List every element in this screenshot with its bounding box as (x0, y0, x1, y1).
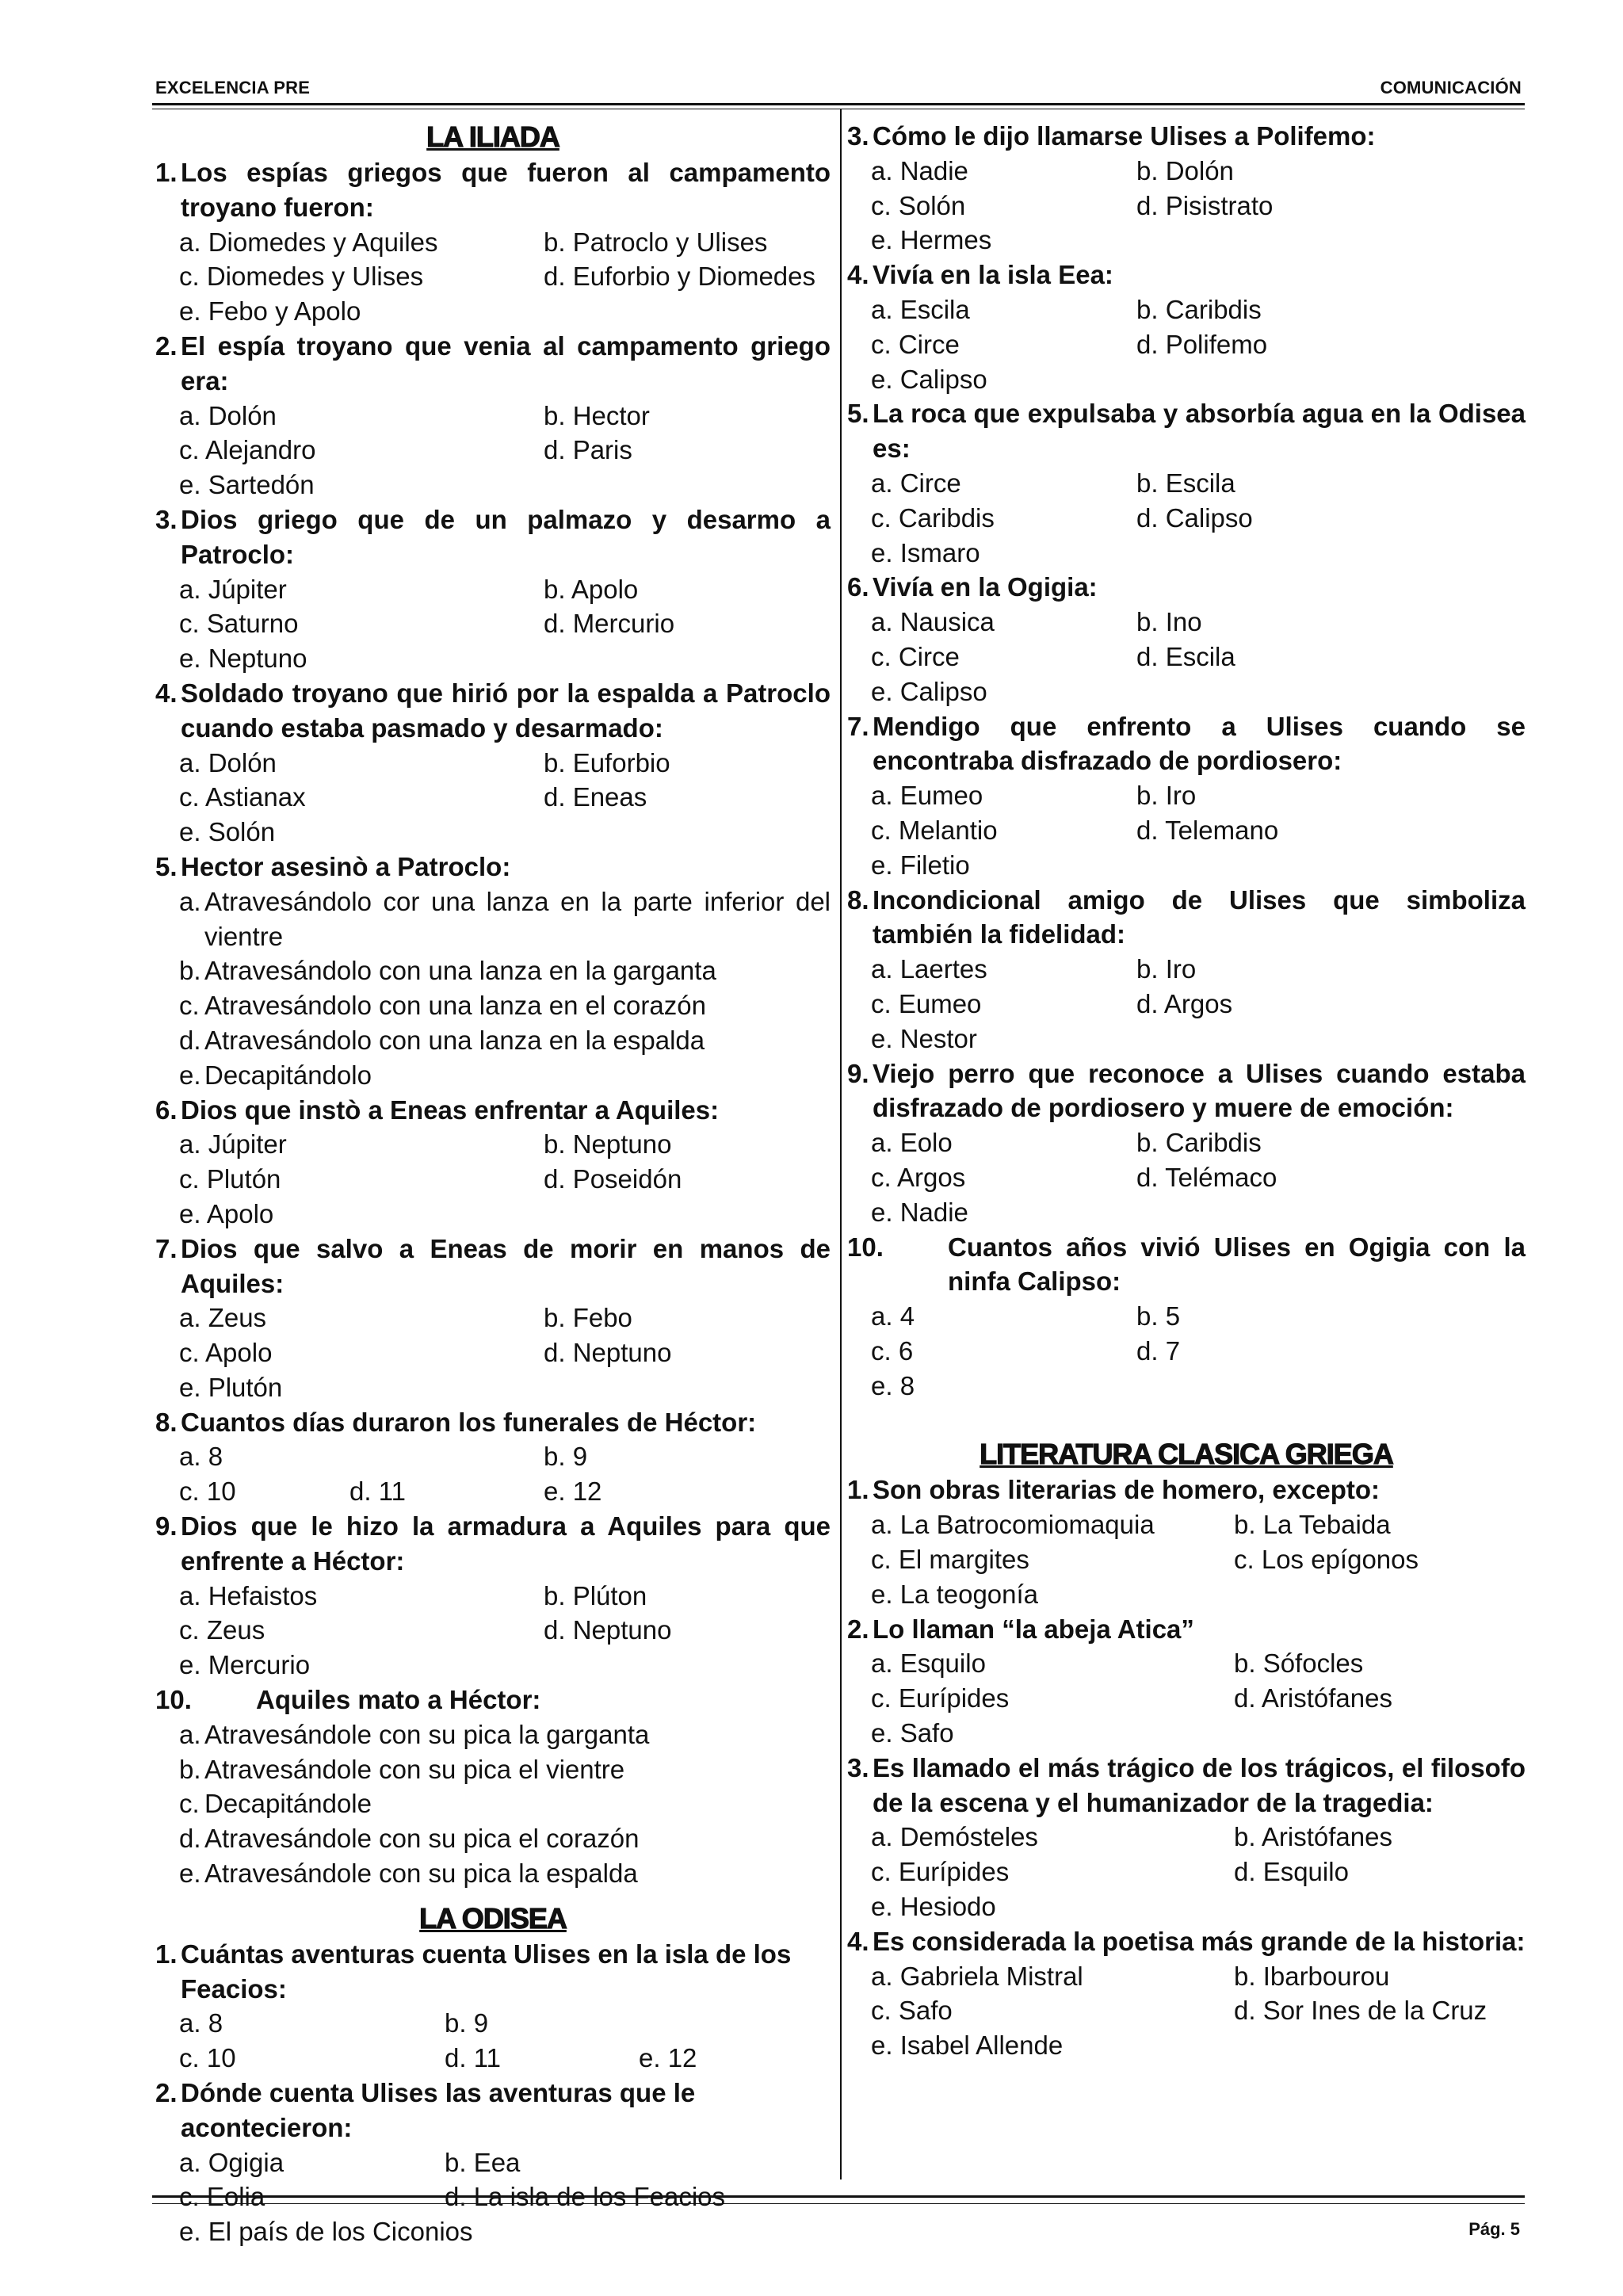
question: 5. La roca que expulsaba y absorbía agua en la Odisea es: (847, 399, 1526, 464)
option-e: e. Filetio (871, 850, 970, 880)
option-b: b. Neptuno (544, 1129, 672, 1159)
option-a: a. Dolón (179, 400, 277, 430)
question: 4. Es considerada la poetisa más grande de la historia: (847, 1926, 1526, 1956)
option-c: c. Melantio (871, 815, 998, 845)
question: 2. El espía troyano que venia al campamento griego era: (155, 330, 831, 395)
option-b: b. Escila (1136, 468, 1235, 498)
option-d: d. 11 (349, 1477, 406, 1507)
option-e: e. El país de los Ciconios (179, 2217, 473, 2247)
option-b: b. Hector (544, 400, 650, 430)
options (155, 1127, 831, 1231)
option-a: a. Nadie (871, 155, 968, 185)
option-c: c. 6 (871, 1335, 914, 1366)
option-c: c. Alejandro (179, 435, 316, 465)
question: 1. Cuántas aventuras cuenta Ulises en la isla de los Feacios: (155, 1939, 792, 2004)
option-c: c. Eumeo (871, 988, 982, 1018)
option-e: e. Apolo (179, 1198, 274, 1228)
question: 7. Mendigo que enfrento a Ulises cuando se encontraba disfrazado de pordiosero: (847, 711, 1526, 776)
option-c: c. Argos (871, 1162, 966, 1192)
question: 7. Dios que salvo a Eneas de morir en manos de Aquiles: (155, 1233, 831, 1298)
option-a: a. Demósteles (871, 1822, 1038, 1852)
option-a: a. Júpiter (179, 574, 287, 604)
option-b: b. Caribdis (1136, 1128, 1262, 1158)
options (847, 1646, 1526, 1750)
footer-rule (152, 2195, 1525, 2198)
option-e: e. Hesiodo (871, 1892, 996, 1922)
option-e: e. Sartedón (179, 470, 315, 500)
question: 2. Lo llaman “la abeja Atica” (847, 1614, 1194, 1644)
option-b: b. Patroclo y Ulises (544, 227, 768, 257)
option-e: e. Ismaro (871, 537, 980, 567)
option-a: a. Diomedes y Aquiles (179, 227, 438, 257)
options (847, 1299, 1526, 1403)
options (155, 225, 831, 329)
option-c: c. Circe (871, 641, 960, 671)
question: 9. Viejo perro que reconoce a Ulises cuando estaba disfrazado de pordiosero y muere de emoción: (847, 1058, 1526, 1123)
options (847, 154, 1526, 258)
options (155, 399, 831, 502)
option-d: d. Polifemo (1136, 329, 1268, 359)
section-title-odisea: LA ODISEA (419, 1901, 567, 1935)
option-a: a. Atravesándolo cor una lanza en la parte inferior del vientre (179, 886, 831, 951)
option-d: d. Escila (1136, 641, 1235, 671)
option-c: c. Decapitándole (179, 1789, 372, 1819)
option-a: a. Dolón (179, 747, 277, 777)
option-e: e. Hermes (871, 225, 992, 255)
option-a: a. Júpiter (179, 1129, 287, 1159)
option-d: d. Atravesándolo con una lanza en la espalda (179, 1025, 705, 1055)
header-right: COMUNICACIÓN (1380, 78, 1522, 97)
option-b: b. 9 (445, 2008, 489, 2038)
options (155, 746, 831, 850)
option-d: d. Calipso (1136, 502, 1253, 533)
option-c: c. Apolo (179, 1338, 273, 1368)
options (155, 1439, 831, 1509)
question: 8. Incondicional amigo de Ulises que simboliza también la fidelidad: (847, 884, 1526, 949)
option-e: e. Neptuno (179, 644, 307, 674)
question: 1. Son obras literarias de homero, excepto: (847, 1475, 1381, 1505)
option-b: b. Atravesándolo con una lanza en la garganta (179, 956, 716, 986)
option-a: a. Esquilo (871, 1648, 986, 1679)
option-c: c. Solón (871, 190, 966, 220)
option-d: d. Atravesándole con su pica el corazón (179, 1824, 640, 1854)
option-b: b. Febo (544, 1303, 632, 1333)
option-c: c. Safo (871, 1996, 953, 2026)
question: 10. Cuantos años vivió Ulises en Ogigia con la ninfa Calipso: (847, 1232, 1526, 1297)
option-a: a. Ogigia (179, 2147, 285, 2177)
option-b: b. Plúton (544, 1580, 647, 1610)
question: 2. Dónde cuenta Ulises las aventuras que le acontecieron: (155, 2078, 696, 2142)
options (155, 1717, 831, 1891)
option-c: c. Eurípides (871, 1683, 1010, 1713)
option-b: b. 5 (1136, 1301, 1181, 1331)
option-d: d. Euforbio y Diomedes (544, 262, 816, 292)
option-d: d. Eneas (544, 782, 647, 812)
option-b: b. Dolón (1136, 155, 1234, 185)
question: 1. Los espías griegos que fueron al campamento troyano fueron: (155, 158, 831, 222)
option-a: a. Hefaistos (179, 1580, 318, 1610)
option-d: d. Paris (544, 435, 632, 465)
options (847, 952, 1526, 1056)
options (155, 572, 831, 676)
option-b: b. Atravesándole con su pica el vientre (179, 1754, 625, 1784)
options (847, 1507, 1526, 1611)
option-e: e. Decapitándolo (179, 1060, 372, 1090)
option-c: c. Eolia (179, 2182, 265, 2212)
option-e: e. Atravesándole con su pica la espalda (179, 1859, 638, 1889)
option-c: c. Circe (871, 329, 960, 359)
option-b: b. Ino (1136, 607, 1202, 637)
question: 3. Cómo le dijo llamarse Ulises a Polifemo: (847, 121, 1376, 151)
options (847, 292, 1526, 396)
question: 3. Es llamado el más trágico de los trágicos, el filosofo de la escena y el humanizador de la tragedia: (847, 1752, 1526, 1817)
option-c: c. Astianax (179, 782, 306, 812)
option-b: b. La Tebaida (1234, 1510, 1391, 1540)
option-b: b. 9 (544, 1442, 588, 1472)
option-a: a. Atravesándole con su pica la garganta (179, 1719, 650, 1749)
footer-rule-thin (152, 2203, 1525, 2204)
option-e: e. 8 (871, 1370, 915, 1400)
option-c: c. Plutón (179, 1164, 281, 1194)
option-d: d. Esquilo (1234, 1857, 1349, 1887)
option-a: a. Eumeo (871, 781, 983, 811)
option-c: c. Zeus (179, 1615, 265, 1645)
option-c: c. Caribdis (871, 502, 995, 533)
option-d: d. Neptuno (544, 1338, 672, 1368)
option-a: a. La Batrocomiomaquia (871, 1510, 1155, 1540)
option-a: a. Zeus (179, 1303, 267, 1333)
options (847, 778, 1526, 882)
option-a: a. Escila (871, 294, 970, 324)
option-e: e. La teogonía (871, 1579, 1039, 1609)
option-b: b. Ibarbourou (1234, 1961, 1390, 1991)
option-b: b. Aristófanes (1234, 1822, 1392, 1852)
option-b: b. Iro (1136, 781, 1197, 811)
options (847, 1820, 1526, 1924)
option-e: e. Mercurio (179, 1650, 311, 1680)
page-number: Pág. 5 (1468, 2219, 1520, 2239)
option-b: b. Eea (445, 2147, 521, 2177)
option-e: e. Calipso (871, 676, 987, 706)
option-d: d. La isla de los Feacios (445, 2182, 726, 2212)
option-e: e. Safo (871, 1718, 954, 1748)
question: 5. Hector asesinò a Patroclo: (155, 851, 511, 881)
options (155, 1301, 831, 1404)
option-c: c. Atravesándolo con una lanza en el corazón (179, 991, 706, 1021)
option-d: d. Telémaco (1136, 1162, 1277, 1192)
question: 4. Soldado troyano que hirió por la espalda a Patroclo cuando estaba pasmado y desarmado: (155, 678, 831, 743)
option-d: d. 11 (445, 2043, 501, 2073)
header-rule (152, 103, 1525, 105)
option-c: c. 10 (179, 2043, 236, 2073)
option-d: d. Neptuno (544, 1615, 672, 1645)
option-e: e. Nestor (871, 1023, 977, 1053)
question: 4. Vivía en la isla Eea: (847, 260, 1113, 290)
option-e: e. 12 (639, 2043, 697, 2073)
question: 9. Dios que le hizo la armadura a Aquiles para que enfrente a Héctor: (155, 1511, 831, 1576)
options (155, 884, 831, 1093)
question: 8. Cuantos días duraron los funerales de Héctor: (155, 1407, 757, 1437)
option-a: a. Circe (871, 468, 961, 498)
option-e: e. Isabel Allende (871, 2030, 1064, 2061)
option-a: a. 4 (871, 1301, 915, 1331)
option-e: e. Nadie (871, 1197, 968, 1227)
option-b: b. Sófocles (1234, 1648, 1364, 1679)
question: 10. Aquiles mato a Héctor: (155, 1685, 541, 1715)
options (847, 1959, 1526, 2063)
option-c: c. El margites (871, 1545, 1029, 1575)
question: 6. Vivía en la Ogigia: (847, 572, 1098, 602)
option-d: d. Argos (1136, 988, 1233, 1018)
option-b: b. Apolo (544, 574, 639, 604)
options (155, 1579, 831, 1683)
section-title-literatura: LITERATURA CLASICA GRIEGA (980, 1438, 1393, 1471)
option-d: d. Poseidón (544, 1164, 682, 1194)
option-d: c. Los epígonos (1234, 1545, 1419, 1575)
option-b: b. Caribdis (1136, 294, 1262, 324)
option-a: a. Gabriela Mistral (871, 1961, 1083, 1991)
left-column (155, 119, 831, 2249)
option-d: d. Sor Ines de la Cruz (1234, 1996, 1487, 2026)
option-b: b. Euforbio (544, 747, 670, 777)
option-e: e. Plutón (179, 1372, 283, 1402)
option-b: b. Iro (1136, 954, 1197, 984)
question: 3. Dios griego que de un palmazo y desarmo a Patroclo: (155, 504, 831, 569)
options (847, 1125, 1526, 1229)
option-e: e. Calipso (871, 364, 987, 394)
question: 6. Dios que instò a Eneas enfrentar a Aquiles: (155, 1095, 720, 1125)
option-c: c. Saturno (179, 609, 299, 639)
option-d: d. Telemano (1136, 815, 1279, 845)
option-a: a. Laertes (871, 954, 987, 984)
option-e: e. Solón (179, 817, 276, 847)
option-a: a. 8 (179, 2008, 223, 2038)
option-c: c. Eurípides (871, 1857, 1010, 1887)
option-e: e. 12 (544, 1477, 602, 1507)
option-d: d. Mercurio (544, 609, 675, 639)
option-c: c. Diomedes y Ulises (179, 262, 424, 292)
column-divider (840, 109, 842, 2179)
option-d: d. Aristófanes (1234, 1683, 1392, 1713)
header-left: EXCELENCIA PRE (155, 78, 311, 97)
option-a: a. 8 (179, 1442, 223, 1472)
option-d: d. Pisistrato (1136, 190, 1274, 220)
section-title-iliada: LA ILIADA (426, 120, 559, 153)
option-e: e. Febo y Apolo (179, 296, 361, 327)
option-a: a. Eolo (871, 1128, 953, 1158)
right-column (847, 119, 1526, 2063)
options (155, 2006, 831, 2076)
option-a: a. Nausica (871, 607, 995, 637)
option-d: d. 7 (1136, 1335, 1181, 1366)
options (847, 466, 1526, 570)
options (847, 605, 1526, 709)
option-c: c. 10 (179, 1477, 236, 1507)
